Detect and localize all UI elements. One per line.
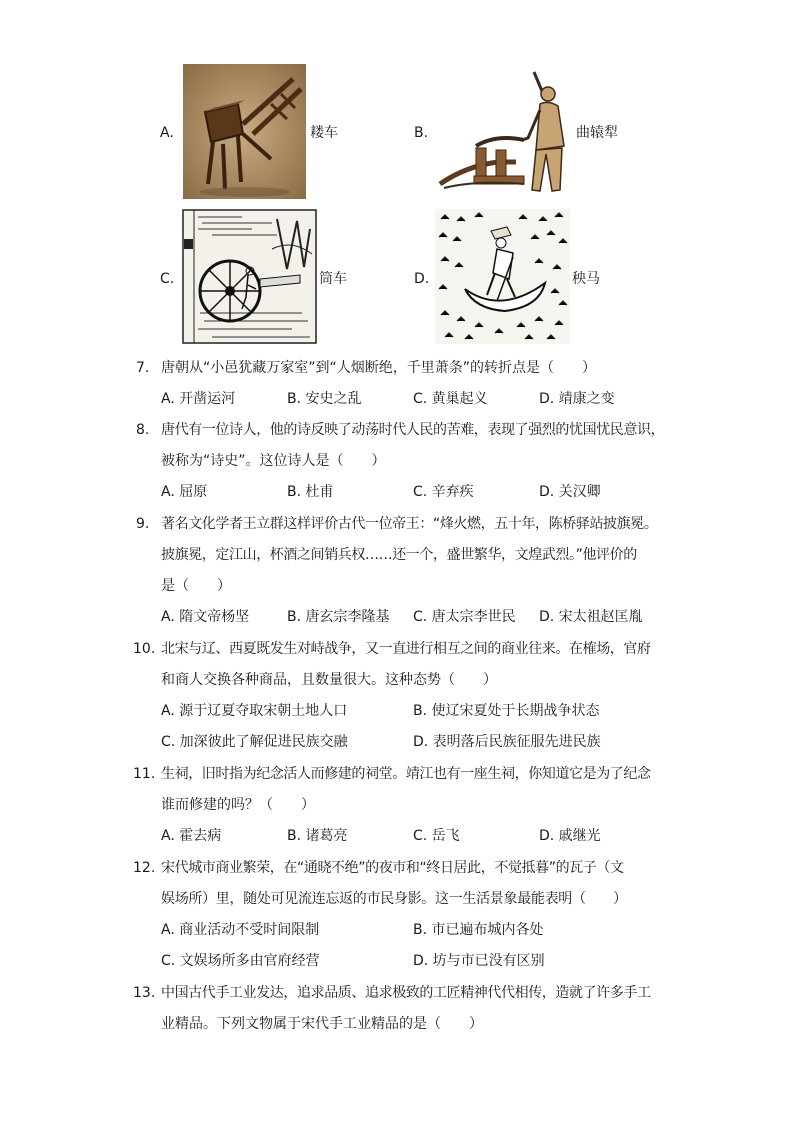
curved-plough-drawing-icon bbox=[436, 66, 571, 197]
question-text: 宋代城市商业繁荣，在“通晓不绝”的夜市和“终日居此，不觉抵暮”的瓦子（文 bbox=[161, 860, 624, 876]
option-c: C. 辛弃疾 bbox=[413, 484, 474, 500]
question-text: 和商人交换各种商品，且数量很大。这种态势（ ） bbox=[161, 672, 497, 688]
option-d: D. 表明落后民族征服先进民族 bbox=[413, 734, 601, 750]
option-c: C. 文娱场所多由官府经营 bbox=[161, 953, 320, 969]
question-text: 著名文化学者王立群这样评价古代一位帝王：“烽火燃，五十年，陈桥驿站披旗冕。 bbox=[161, 516, 658, 532]
question-text: 唐代有一位诗人，他的诗反映了动荡时代人民的苦难，表现了强烈的忧国忧民意识， bbox=[161, 422, 665, 438]
question-number: 10. bbox=[133, 641, 156, 657]
question-number: 11. bbox=[133, 766, 156, 782]
option-b: B. 诸葛亮 bbox=[287, 828, 348, 844]
option-d: D. 关汉卿 bbox=[539, 484, 601, 500]
question-text: 被称为“诗史”。这位诗人是（ ） bbox=[161, 453, 386, 469]
option-d: D. 宋太祖赵匡胤 bbox=[539, 609, 643, 625]
option-b: B. 安史之乱 bbox=[287, 391, 362, 407]
question-number: 9. bbox=[136, 516, 150, 532]
question-number: 13. bbox=[133, 985, 156, 1001]
question-text: 披旗冕，定江山，杯酒之间销兵权……还一个，盛世繁华，文煌武烈。”他评价的 bbox=[161, 547, 637, 563]
option-label: 曲辕犁 bbox=[576, 125, 618, 141]
option-a: A. 源于辽夏夺取宋朝土地人口 bbox=[161, 703, 348, 719]
option-a: A. 商业活动不受时间限制 bbox=[161, 922, 320, 938]
option-letter: C. bbox=[160, 271, 175, 287]
option-c: C. 岳飞 bbox=[413, 828, 460, 844]
option-a: A. 屈原 bbox=[161, 484, 208, 500]
option-d: D. 戚继光 bbox=[539, 828, 601, 844]
question-text: 娱场所）里，随处可见流连忘返的市民身影。这一生活景象最能表明（ ） bbox=[161, 891, 627, 907]
option-label: 耧车 bbox=[310, 125, 338, 141]
question-text: 业精品。下列文物属于宋代手工业精品的是（ ） bbox=[161, 1016, 483, 1032]
option-label: 秧马 bbox=[572, 271, 600, 287]
option-b: B. 唐玄宗李隆基 bbox=[287, 609, 390, 625]
option-b: B. 使辽宋夏处于长期战争状态 bbox=[413, 703, 600, 719]
option-letter: B. bbox=[414, 125, 429, 141]
option-letter: A. bbox=[160, 125, 174, 141]
question-text: 中国古代手工业发达，追求品质、追求极致的工匠精神代代相传，造就了许多手工 bbox=[161, 985, 651, 1001]
question-text: 北宋与辽、西夏既发生对峙战争，又一直进行相互之间的商业往来。在榷场，官府 bbox=[161, 641, 651, 657]
option-label: 筒车 bbox=[319, 271, 347, 287]
question-text: 生祠，旧时指为纪念活人而修建的祠堂。靖江也有一座生祠，你知道它是为了纪念 bbox=[161, 766, 651, 782]
option-c: C. 加深彼此了解促进民族交融 bbox=[161, 734, 348, 750]
seedling-horse-woodcut-icon bbox=[435, 209, 570, 344]
tube-waterwheel-woodcut-icon bbox=[182, 209, 317, 344]
question-text: 唐朝从“小邑犹藏万家室”到“人烟断绝，千里萧条”的转折点是（ ） bbox=[161, 360, 597, 376]
question-text: 是（ ） bbox=[161, 578, 231, 594]
option-d: D. 坊与市已没有区别 bbox=[413, 953, 545, 969]
option-d: D. 靖康之变 bbox=[539, 391, 615, 407]
question-number: 12. bbox=[133, 860, 156, 876]
option-b: B. 杜甫 bbox=[287, 484, 334, 500]
option-a: A. 隋文帝杨坚 bbox=[161, 609, 250, 625]
option-c: C. 黄巢起义 bbox=[413, 391, 488, 407]
option-a: A. 霍去病 bbox=[161, 828, 222, 844]
option-b: B. 市已遍布城内各处 bbox=[413, 922, 544, 938]
seed-drill-photo-icon bbox=[183, 64, 306, 199]
option-letter: D. bbox=[414, 271, 430, 287]
question-number: 7. bbox=[136, 360, 150, 376]
option-c: C. 唐太宗李世民 bbox=[413, 609, 516, 625]
question-text: 谁而修建的吗？（ ） bbox=[161, 797, 315, 813]
option-a: A. 开凿运河 bbox=[161, 391, 236, 407]
question-number: 8. bbox=[136, 422, 150, 438]
